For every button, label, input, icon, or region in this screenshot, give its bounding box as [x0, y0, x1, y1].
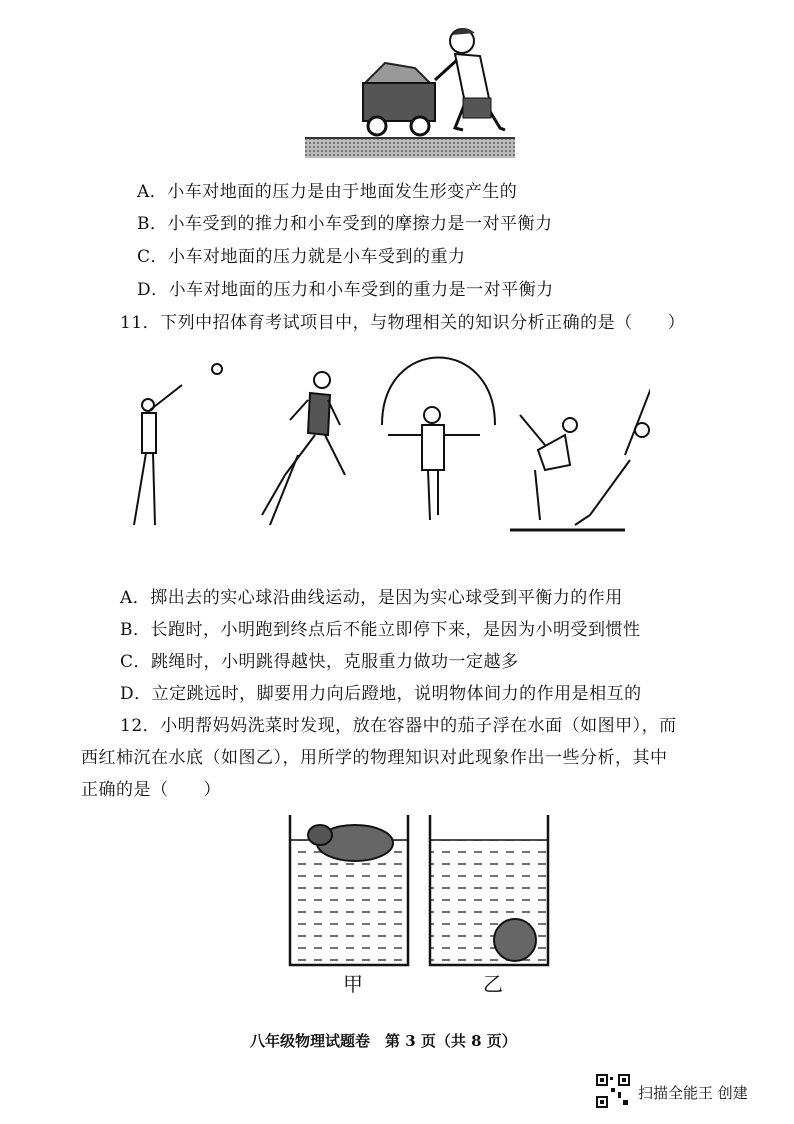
q11-stem: 11．下列中招体育考试项目中，与物理相关的知识分析正确的是（ ）	[120, 313, 686, 333]
q12-stem-line-2: 西红柿沉在水底（如图乙），用所学的物理知识对此现象作出一些分析，其中	[81, 748, 668, 768]
page-footer: 八年级物理试题卷 第 3 页（共 8 页）	[250, 1032, 517, 1050]
qr-code-icon	[596, 1074, 630, 1108]
sports-figure	[120, 355, 650, 540]
containers-figure	[280, 810, 570, 980]
q12-stem-line-1: 12．小明帮妈妈洗菜时发现，放在容器中的茄子浮在水面（如图甲），而	[120, 716, 677, 736]
q10-option-b: B．小车受到的推力和小车受到的摩擦力是一对平衡力	[137, 214, 553, 234]
figure-label-yi: 乙	[483, 972, 503, 996]
q11-option-d: D．立定跳远时，脚要用力向后蹬地，说明物体间力的作用是相互的	[120, 684, 642, 704]
figure-label-jia: 甲	[343, 972, 363, 996]
q11-option-a: A．掷出去的实心球沿曲线运动，是因为实心球受到平衡力的作用	[120, 588, 623, 608]
q11-option-c: C．跳绳时，小明跳得越快，克服重力做功一定越多	[120, 652, 519, 672]
cart-push-figure	[305, 18, 515, 160]
q10-option-c: C．小车对地面的压力就是小车受到的重力	[137, 247, 466, 267]
q10-option-a: A．小车对地面的压力是由于地面发生形变产生的	[137, 182, 518, 202]
q10-option-d: D．小车对地面的压力和小车受到的重力是一对平衡力	[137, 280, 554, 300]
q12-stem-line-3: 正确的是（ ）	[81, 780, 221, 800]
watermark-text: 扫描全能王 创建	[638, 1084, 748, 1102]
q11-option-b: B．长跑时，小明跑到终点后不能立即停下来，是因为小明受到惯性	[120, 620, 641, 640]
